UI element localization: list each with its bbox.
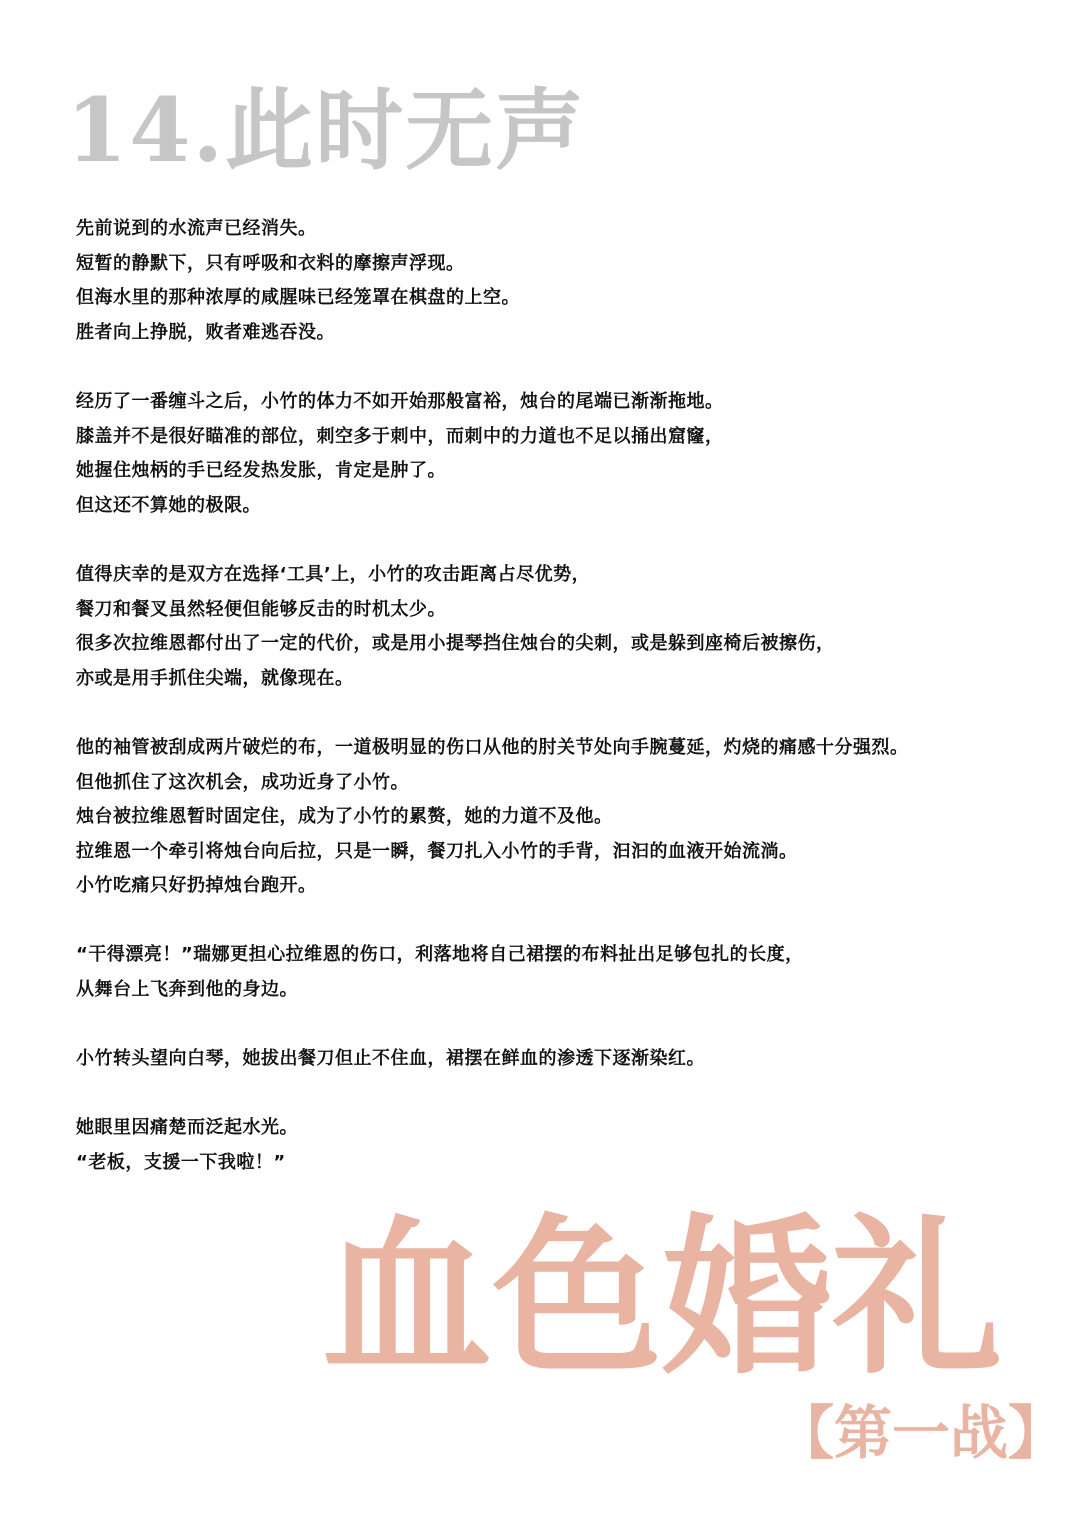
story-body	[76, 212, 1056, 1215]
story-line: 很多次拉维恩都付出了一定的代价，或是用小提琴挡住烛台的尖刺，或是躲到座椅后被擦伤，	[76, 633, 835, 655]
story-line: 餐刀和餐叉虽然轻便但能够反击的时机太少。	[76, 598, 446, 620]
story-line: 拉维恩一个牵引将烛台向后拉，只是一瞬，餐刀扎入小竹的手背，汩汩的血液开始流淌。	[76, 840, 798, 862]
story-line: 但这还不算她的极限。	[76, 494, 261, 516]
story-line: 他的袖管被刮成两片破烂的布，一道极明显的伤口从他的肘关节处向手腕蔓延，灼烧的痛感十分强烈。	[76, 736, 909, 758]
story-line: “老板，支援一下我啦！”	[76, 1152, 286, 1174]
story-line: 从舞台上飞奔到他的身边。	[76, 979, 298, 1001]
story-line: 小竹转头望向白琴，她拔出餐刀但止不住血，裙摆在鲜血的渗透下逐渐染红。	[76, 1048, 705, 1070]
story-line: 烛台被拉维恩暂时固定住，成为了小竹的累赘，她的力道不及他。	[76, 806, 613, 828]
story-paragraph	[76, 731, 1056, 904]
story-line: 但他抓住了这次机会，成功近身了小竹。	[76, 771, 409, 793]
story-line: 经历了一番缠斗之后，小竹的体力不如开始那般富裕，烛台的尾端已渐渐拖地。	[76, 390, 724, 412]
story-line: 短暂的静默下，只有呼吸和衣料的摩擦声浮现。	[76, 252, 465, 274]
story-line: “干得漂亮！”瑞娜更担心拉维恩的伤口，利落地将自己裙摆的布料扯出足够包扎的长度，	[76, 944, 804, 966]
story-line: 亦或是用手抓住尖端，就像现在。	[76, 667, 354, 689]
story-paragraph	[76, 558, 1056, 696]
book-title-logo: 血色婚礼	[322, 1198, 1003, 1398]
story-paragraph	[76, 385, 1056, 523]
story-line: 胜者向上挣脱，败者难逃吞没。	[76, 321, 335, 343]
story-paragraph	[76, 938, 1056, 1007]
story-line: 但海水里的那种浓厚的咸腥味已经笼罩在棋盘的上空。	[76, 287, 520, 309]
story-line: 值得庆幸的是双方在选择‘工具’上，小竹的攻击距离占尽优势，	[76, 563, 591, 585]
story-paragraph	[76, 212, 1056, 350]
story-paragraph	[76, 1111, 1056, 1180]
story-line: 她握住烛柄的手已经发热发胀，肯定是肿了。	[76, 460, 446, 482]
story-paragraph	[76, 1042, 1056, 1077]
book-subtitle: 【第一战】	[776, 1399, 1067, 1467]
story-line: 她眼里因痛楚而泛起水光。	[76, 1117, 298, 1139]
story-line: 先前说到的水流声已经消失。	[76, 218, 317, 239]
chapter-title: 14.此时无声	[66, 78, 586, 182]
story-line: 小竹吃痛只好扔掉烛台跑开。	[76, 875, 317, 897]
story-line: 膝盖并不是很好瞄准的部位，刺空多于刺中，而刺中的力道也不足以捅出窟窿，	[76, 425, 724, 447]
